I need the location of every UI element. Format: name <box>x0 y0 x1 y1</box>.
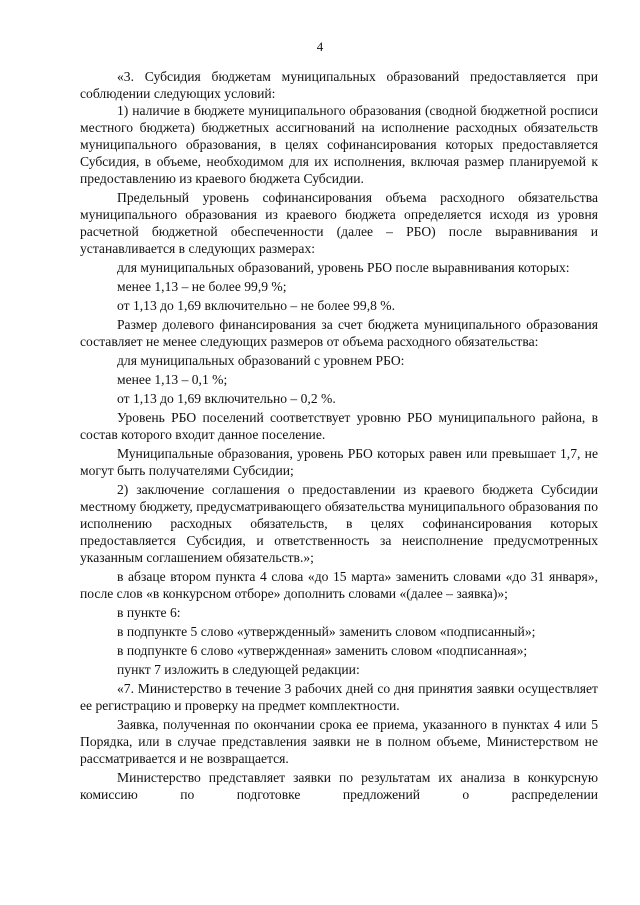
paragraph: Муниципальные образования, уровень РБО которых равен или превышает 1,7, не могут быть получателями Субсидии; <box>80 446 598 478</box>
paragraph: менее 1,13 – не более 99,9 %; <box>117 279 287 294</box>
paragraph: для муниципальных образований, уровень РБО после выравнивания которых: <box>117 260 570 275</box>
paragraph: «7. Министерство в течение 3 рабочих дней со дня принятия заявки осуществляет ее регистрацию и проверку на предмет комплектности. <box>80 681 598 713</box>
paragraph: Предельный уровень софинансирования объема расходного обязательства муниципального образования из краевого бюджета определяется исходя из уровня расчетной бюджетной обеспеченности (далее – РБО) после выравнивания и устанавливается в следующих размерах: <box>80 190 598 256</box>
paragraph: 1) наличие в бюджете муниципального образования (сводной бюджетной росписи местного бюджета) бюджетных ассигнований на исполнение расходных обязательств муниципального образования, в целях софинансирования которых предоставляется Субсидия, в объеме, необходимом для их исполнения, включая размер планируемой к предоставлению из краевого бюджета Субсидии. <box>80 103 598 186</box>
paragraph: пункт 7 изложить в следующей редакции: <box>117 662 360 677</box>
paragraph: от 1,13 до 1,69 включительно – не более 99,8 %. <box>117 298 396 313</box>
paragraph: 2) заключение соглашения о предоставлении из краевого бюджета Субсидии местному бюджету, предусматривающего обязательства муниципального образования по исполнению расходных обязательств, в целях софинансирования которых предоставляется Субсидия, и ответственность за неисполнение предусмотренных указанным соглашением обязательств.»; <box>80 482 598 565</box>
paragraph: в подпункте 6 слово «утвержденная» заменить словом «подписанная»; <box>117 643 528 658</box>
paragraph: Уровень РБО поселений соответствует уровню РБО муниципального района, в состав которого входит данное поселение. <box>80 410 598 442</box>
document-body <box>80 68 598 803</box>
paragraph: Размер долевого финансирования за счет бюджета муниципального образования составляет не менее следующих размеров от объема расходного обязательства: <box>80 317 598 349</box>
paragraph: в подпункте 5 слово «утвержденный» заменить словом «подписанный»; <box>117 624 536 639</box>
paragraph: «3. Субсидия бюджетам муниципальных образований предоставляется при соблюдении следующих условий: <box>80 69 598 101</box>
paragraph: Заявка, полученная по окончании срока ее приема, указанного в пунктах 4 или 5 Порядка, или в случае представления заявки не в полном объеме, Министерством не рассматривается и не возвращается. <box>80 717 598 766</box>
paragraph: в абзаце втором пункта 4 слова «до 15 марта» заменить словами «до 31 января», после слов «в конкурсном отборе» дополнить словами «(далее – заявка)»; <box>80 569 598 601</box>
paragraph: Министерство представляет заявки по результатам их анализа в конкурсную комиссию по подготовке предложений о распределении <box>80 770 598 802</box>
paragraph: менее 1,13 – 0,1 %; <box>117 372 228 387</box>
paragraph: для муниципальных образований с уровнем РБО: <box>117 353 405 368</box>
paragraph: от 1,13 до 1,69 включительно – 0,2 %. <box>117 391 336 406</box>
paragraph: в пункте 6: <box>117 605 181 620</box>
page-number: 4 <box>316 39 324 54</box>
